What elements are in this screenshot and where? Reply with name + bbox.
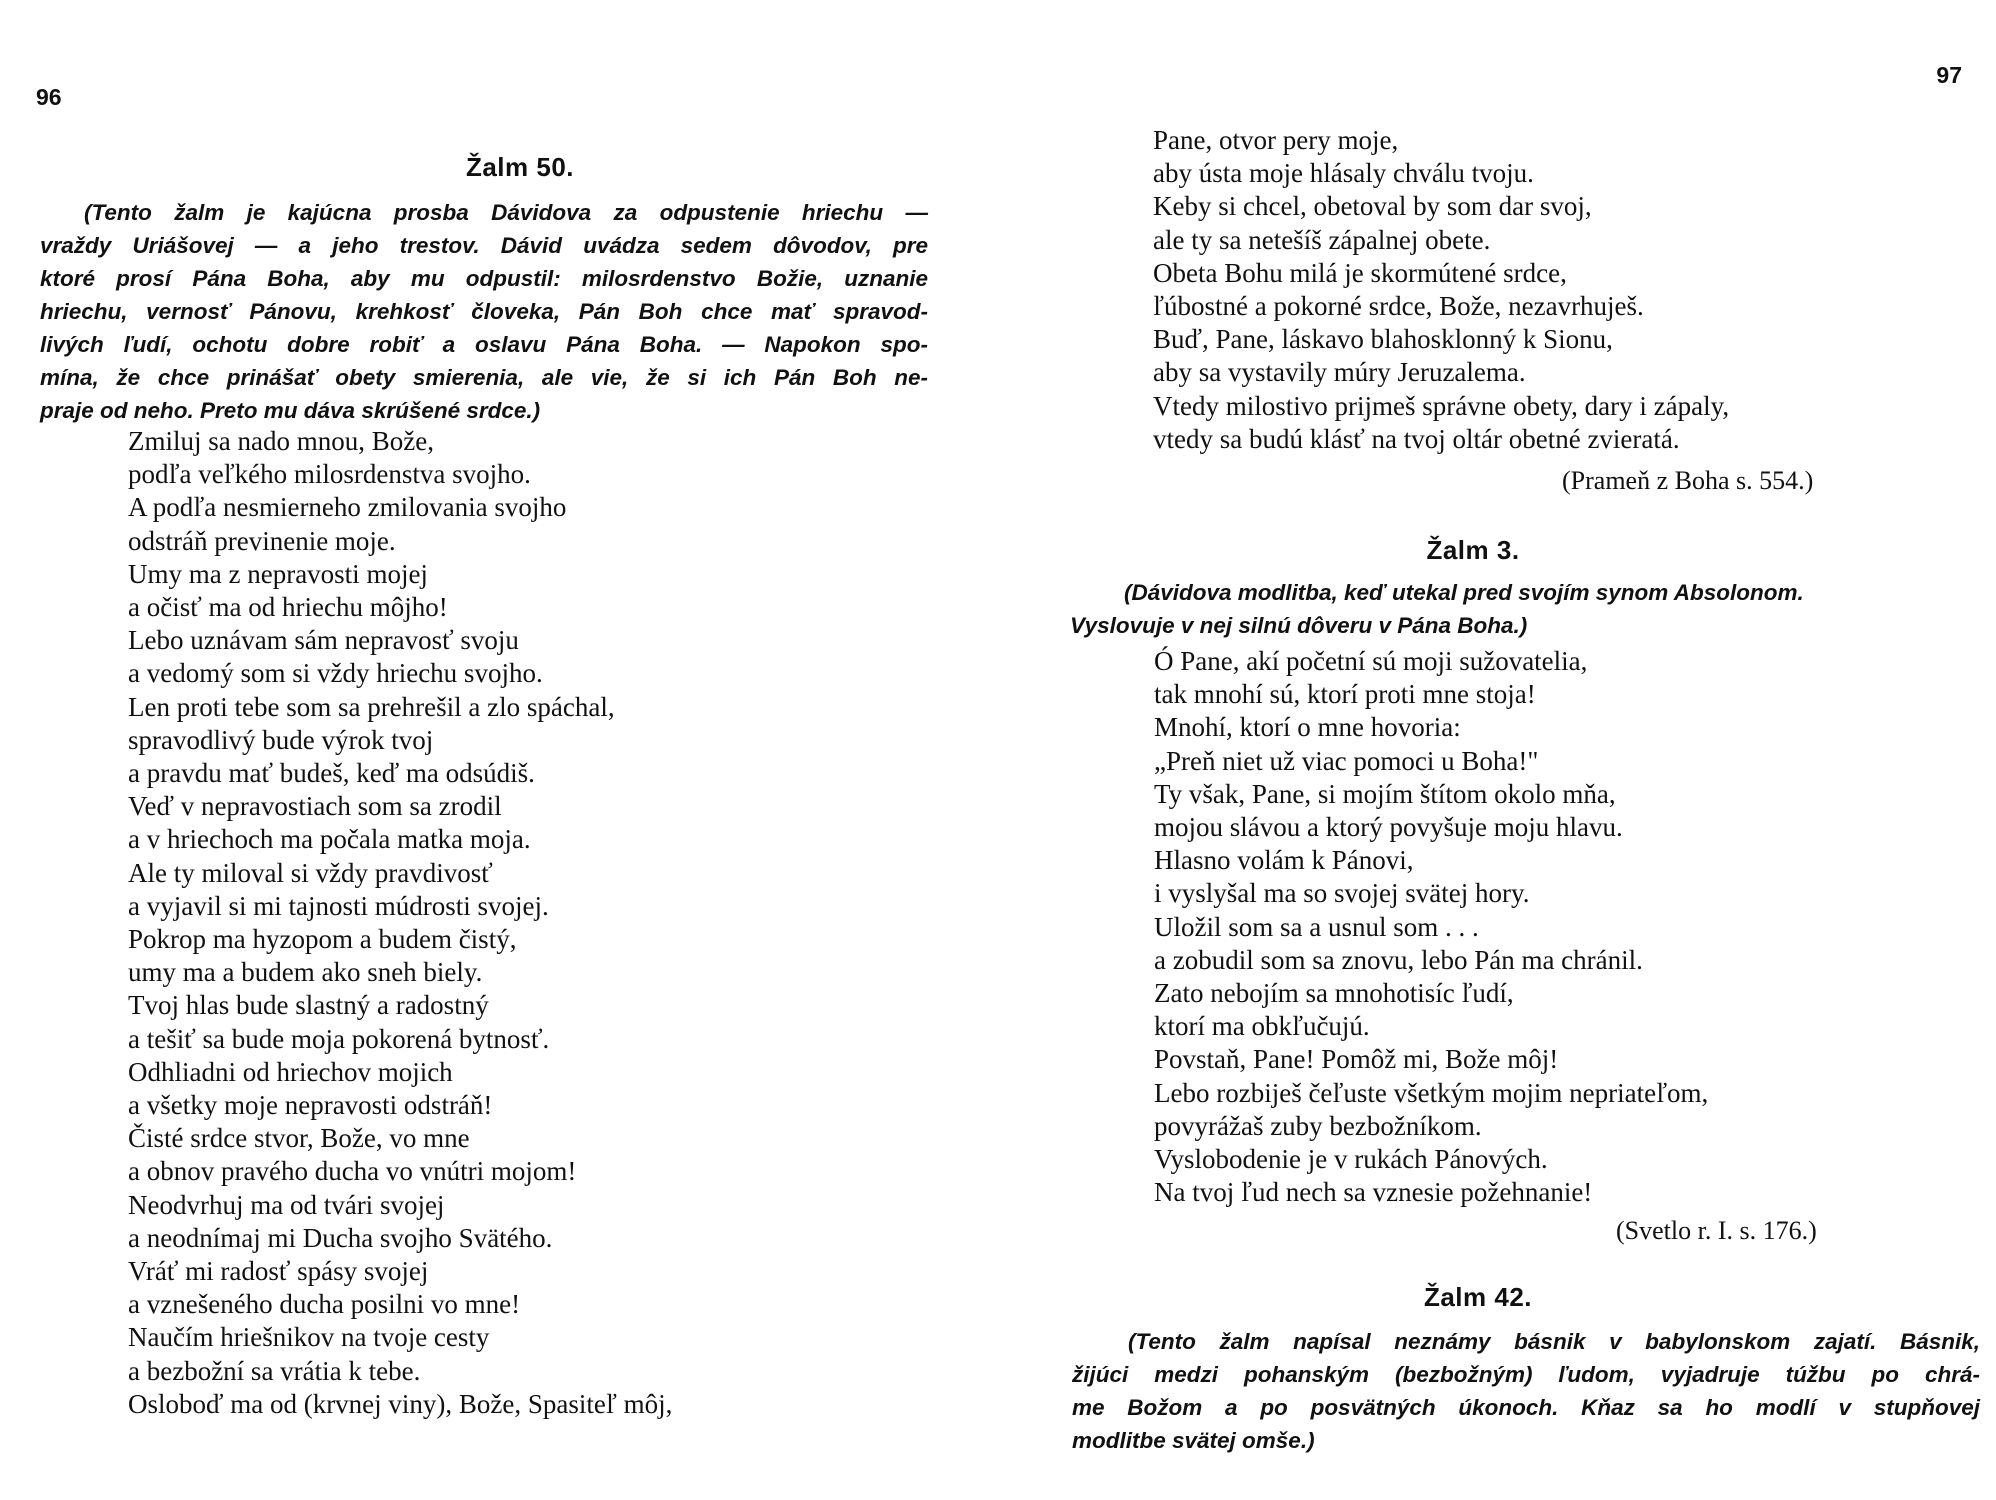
verse-line: Neodvrhuj ma od tvári svojej xyxy=(128,1189,445,1220)
verse-line: Zmiluj sa nado mnou, Bože, xyxy=(128,426,434,456)
verse-line: tak mnohí sú, ktorí proti mne stoja! xyxy=(1154,679,1536,710)
verse-line: mojou slávou a ktorý povyšuje moju hlavu. xyxy=(1154,812,1623,843)
verse-line: a neodnímaj mi Ducha svojho Svätého. xyxy=(128,1222,553,1253)
intro-line: vraždy Uriášovej — a jeho trestov. Dávid uvádza sedem dôvodov, pre xyxy=(40,233,928,258)
verse-line: Ó Pane, akí početní sú moji sužovatelia, xyxy=(1154,646,1588,676)
verse-line: Zato nebojím sa mnohotisíc ľudí, xyxy=(1154,978,1514,1009)
verse-line: Buď, Pane, láskavo blahosklonný k Sionu, xyxy=(1153,324,1613,355)
verse-line: a všetky moje nepravosti odstráň! xyxy=(128,1090,493,1121)
verse-line: Keby si chcel, obetoval by som dar svoj, xyxy=(1153,191,1592,222)
right-page xyxy=(998,0,1996,1500)
verse-line: povyrážaš zuby bezbožníkom. xyxy=(1154,1110,1482,1141)
intro-line: praje od neho. Preto mu dáva skrúšené srdce.) xyxy=(40,398,541,423)
verse-line: Ty však, Pane, si mojím štítom okolo mňa, xyxy=(1154,778,1616,809)
verse-line: Pane, otvor pery moje, xyxy=(1153,125,1399,155)
psalm-3-intro xyxy=(1070,576,1990,642)
verse-line: ktorí ma obkľučujú. xyxy=(1154,1011,1370,1042)
verse-line: aby sa vystavily múry Jeruzalema. xyxy=(1153,357,1526,388)
page-number: 96 xyxy=(36,84,62,110)
psalm-50-intro xyxy=(40,196,928,427)
verse-line: Na tvoj ľud nech sa vznesie požehnanie! xyxy=(1154,1177,1593,1208)
verse-line: a vznešeného ducha posilni vo mne! xyxy=(128,1289,521,1320)
verse-line: Lebo uznávam sám nepravosť svoju xyxy=(128,625,519,656)
verse-line: spravodlivý bude výrok tvoj xyxy=(128,724,434,755)
verse-line: Mnohí, ktorí o mne hovoria: xyxy=(1154,712,1461,743)
intro-line: (Tento žalm je kajúcna prosba Dávidova za odpustenie hriechu — xyxy=(84,200,928,225)
verse-line: Čisté srdce stvor, Bože, vo mne xyxy=(128,1123,470,1154)
psalm-42-title: Žalm 42. xyxy=(1423,1282,1533,1312)
verse-line: ale ty sa netešíš zápalnej obete. xyxy=(1153,224,1491,255)
verse-line: Veď v nepravostiach som sa zrodil xyxy=(128,791,502,822)
verse-line: i vyslyšal ma so svojej svätej hory. xyxy=(1154,878,1530,909)
psalm-50-title: Žalm 50. xyxy=(465,152,575,182)
verse-line: Naučím hriešnikov na tvoje cesty xyxy=(128,1322,490,1353)
psalm-42-intro xyxy=(1072,1325,1980,1457)
psalm-50-verses xyxy=(128,425,988,1421)
verse-line: aby ústa moje hlásaly chválu tvoju. xyxy=(1153,158,1534,189)
intro-line: ktoré prosí Pána Boha, aby mu odpustil: milosrdenstvo Božie, uznanie xyxy=(40,266,928,291)
psalm-3-verses xyxy=(1154,645,1994,1209)
verse-line: Vtedy milostivo prijmeš správne obety, dary i zápaly, xyxy=(1153,390,1730,421)
verse-line: „Preň niet už viac pomoci u Boha!" xyxy=(1154,745,1539,776)
verse-line: ľúbostné a pokorné srdce, Bože, nezavrhuješ. xyxy=(1153,291,1644,322)
intro-line: mína, že chce prinášať obety smierenia, ale vie, že si ich Pán Boh ne- xyxy=(40,365,928,390)
verse-line: vtedy sa budú klásť na tvoj oltár obetné zvieratá. xyxy=(1153,423,1680,454)
verse-line: A podľa nesmierneho zmilovania svojho xyxy=(128,492,567,523)
verse-line: a vyjavil si mi tajnosti múdrosti svojej. xyxy=(128,890,549,921)
verse-line: umy ma a budem ako sneh biely. xyxy=(128,957,483,988)
psalm-3-title: Žalm 3. xyxy=(1426,535,1520,565)
verse-line: Obeta Bohu milá je skormútené srdce, xyxy=(1153,257,1567,288)
psalm-3-source: (Svetlo r. I. s. 176.) xyxy=(1616,1216,1817,1245)
intro-line: žijúci medzi pohanským (bezbožným) ľudom, vyjadruje túžbu po chrá- xyxy=(1072,1362,1980,1387)
psalm-50-source: (Prameň z Boha s. 554.) xyxy=(1562,466,1814,495)
verse-line: odstráň previnenie moje. xyxy=(128,525,396,556)
verse-line: Vyslobodenie je v rukách Pánových. xyxy=(1154,1144,1548,1175)
intro-line: livých ľudí, ochotu dobre robiť a oslavu Pána Boha. — Napokon spo- xyxy=(40,332,928,357)
verse-line: a obnov pravého ducha vo vnútri mojom! xyxy=(128,1156,577,1187)
psalm-50-continued-verses xyxy=(1153,124,1993,456)
intro-line: (Dávidova modlitba, keď utekal pred svojím synom Absolonom. xyxy=(1124,580,1804,605)
verse-line: Vráť mi radosť spásy svojej xyxy=(128,1256,429,1287)
verse-line: podľa veľkého milosrdenstva svojho. xyxy=(128,459,531,490)
verse-line: a tešiť sa bude moja pokorená bytnosť. xyxy=(128,1023,550,1054)
verse-line: a v hriechoch ma počala matka moja. xyxy=(128,824,531,855)
intro-line: modlitbe svätej omše.) xyxy=(1072,1428,1315,1453)
intro-line: hriechu, vernosť Pánovu, krehkosť človeka, Pán Boh chce mať spravod- xyxy=(40,299,928,324)
intro-line: (Tento žalm napísal neznámy básnik v babylonskom zajatí. Básnik, xyxy=(1128,1329,1980,1354)
verse-line: Ale ty miloval si vždy pravdivosť xyxy=(128,857,493,888)
verse-line: Umy ma z nepravosti mojej xyxy=(128,558,428,589)
verse-line: Osloboď ma od (krvnej viny), Bože, Spasiteľ môj, xyxy=(128,1388,673,1419)
intro-line: Vyslovuje v nej silnú dôveru v Pána Boha.) xyxy=(1070,613,1528,638)
verse-line: a očisť ma od hriechu môjho! xyxy=(128,592,448,623)
verse-line: Uložil som sa a usnul som . . . xyxy=(1154,911,1479,942)
verse-line: Len proti tebe som sa prehrešil a zlo spáchal, xyxy=(128,691,615,722)
verse-line: a pravdu mať budeš, keď ma odsúdiš. xyxy=(128,758,535,789)
verse-line: a bezbožní sa vrátia k tebe. xyxy=(128,1355,421,1386)
page-number: 97 xyxy=(1936,62,1962,88)
verse-line: Odhliadni od hriechov mojich xyxy=(128,1056,453,1087)
verse-line: a zobudil som sa znovu, lebo Pán ma chránil. xyxy=(1154,944,1643,975)
verse-line: Hlasno volám k Pánovi, xyxy=(1154,845,1414,876)
verse-line: Lebo rozbiješ čeľuste všetkým mojim nepriateľom, xyxy=(1154,1077,1709,1108)
verse-line: Pokrop ma hyzopom a budem čistý, xyxy=(128,924,517,955)
verse-line: Tvoj hlas bude slastný a radostný xyxy=(128,990,489,1021)
verse-line: Povstaň, Pane! Pomôž mi, Bože môj! xyxy=(1154,1044,1559,1075)
verse-line: a vedomý som si vždy hriechu svojho. xyxy=(128,658,543,689)
intro-line: me Božom a po posvätných úkonoch. Kňaz sa ho modlí v stupňovej xyxy=(1072,1395,1980,1420)
